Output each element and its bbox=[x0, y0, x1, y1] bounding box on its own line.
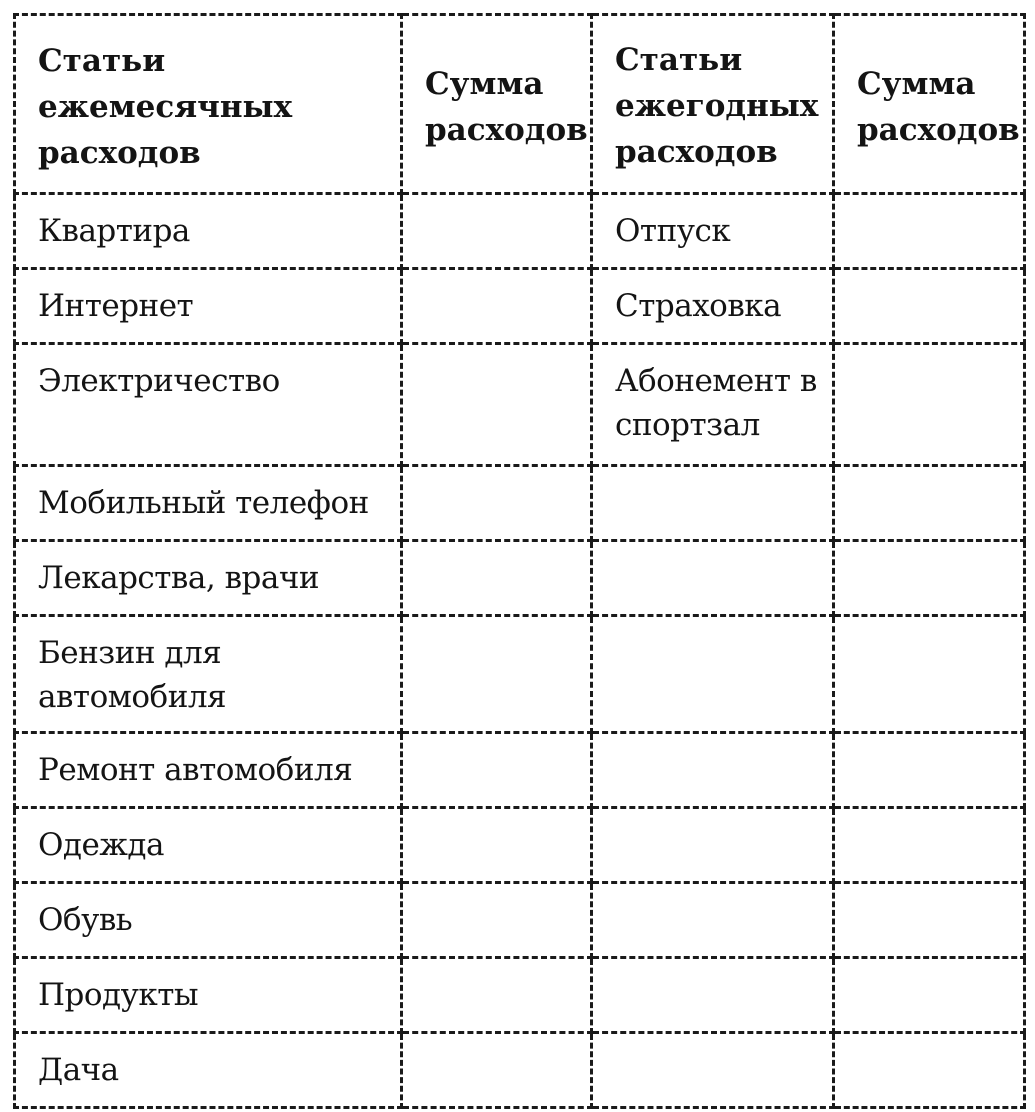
yearly-amount-cell[interactable] bbox=[834, 269, 1025, 344]
monthly-amount-cell[interactable] bbox=[402, 1033, 592, 1108]
table-row bbox=[15, 808, 1025, 883]
header-yearly-items: Статьи ежегодных расходов bbox=[592, 15, 834, 194]
yearly-item-cell: Отпуск bbox=[592, 194, 834, 269]
monthly-item-cell: Одежда bbox=[15, 808, 402, 883]
monthly-item-cell: Продукты bbox=[15, 958, 402, 1033]
monthly-item-cell: Лекарства, врачи bbox=[15, 541, 402, 616]
monthly-item-cell: Электричество bbox=[15, 344, 402, 466]
expense-table bbox=[13, 13, 1026, 1109]
header-yearly-amount: Сумма расходов bbox=[834, 15, 1025, 194]
yearly-item-cell: Страховка bbox=[592, 269, 834, 344]
yearly-item-cell bbox=[592, 616, 834, 733]
yearly-item-cell bbox=[592, 733, 834, 808]
table-row bbox=[15, 733, 1025, 808]
yearly-amount-cell[interactable] bbox=[834, 616, 1025, 733]
table-row bbox=[15, 958, 1025, 1033]
monthly-amount-cell[interactable] bbox=[402, 269, 592, 344]
yearly-amount-cell[interactable] bbox=[834, 733, 1025, 808]
monthly-amount-cell[interactable] bbox=[402, 808, 592, 883]
yearly-item-cell: Абонемент в спортзал bbox=[592, 344, 834, 466]
header-row bbox=[15, 15, 1025, 194]
yearly-amount-cell[interactable] bbox=[834, 808, 1025, 883]
yearly-amount-cell[interactable] bbox=[834, 883, 1025, 958]
monthly-item-cell: Обувь bbox=[15, 883, 402, 958]
monthly-item-cell: Бензин для автомобиля bbox=[15, 616, 402, 733]
table-row bbox=[15, 883, 1025, 958]
monthly-amount-cell[interactable] bbox=[402, 541, 592, 616]
monthly-item-cell: Квартира bbox=[15, 194, 402, 269]
table-row bbox=[15, 194, 1025, 269]
table-row bbox=[15, 616, 1025, 733]
table-row bbox=[15, 466, 1025, 541]
yearly-amount-cell[interactable] bbox=[834, 1033, 1025, 1108]
yearly-item-cell bbox=[592, 958, 834, 1033]
monthly-amount-cell[interactable] bbox=[402, 344, 592, 466]
monthly-item-cell: Мобильный телефон bbox=[15, 466, 402, 541]
monthly-item-cell: Ремонт автомобиля bbox=[15, 733, 402, 808]
monthly-item-cell: Интернет bbox=[15, 269, 402, 344]
monthly-amount-cell[interactable] bbox=[402, 958, 592, 1033]
header-monthly-items: Статьи ежемесячных расходов bbox=[15, 15, 402, 194]
yearly-amount-cell[interactable] bbox=[834, 541, 1025, 616]
yearly-item-cell bbox=[592, 466, 834, 541]
yearly-amount-cell[interactable] bbox=[834, 344, 1025, 466]
table-row bbox=[15, 1033, 1025, 1108]
monthly-amount-cell[interactable] bbox=[402, 883, 592, 958]
yearly-item-cell bbox=[592, 1033, 834, 1108]
header-monthly-amount: Сумма расходов bbox=[402, 15, 592, 194]
yearly-amount-cell[interactable] bbox=[834, 466, 1025, 541]
yearly-item-cell bbox=[592, 541, 834, 616]
table-row bbox=[15, 541, 1025, 616]
yearly-amount-cell[interactable] bbox=[834, 958, 1025, 1033]
monthly-amount-cell[interactable] bbox=[402, 466, 592, 541]
monthly-amount-cell[interactable] bbox=[402, 616, 592, 733]
yearly-amount-cell[interactable] bbox=[834, 194, 1025, 269]
table-row bbox=[15, 269, 1025, 344]
yearly-item-cell bbox=[592, 883, 834, 958]
monthly-item-cell: Дача bbox=[15, 1033, 402, 1108]
yearly-item-cell bbox=[592, 808, 834, 883]
table-row bbox=[15, 344, 1025, 466]
monthly-amount-cell[interactable] bbox=[402, 733, 592, 808]
monthly-amount-cell[interactable] bbox=[402, 194, 592, 269]
